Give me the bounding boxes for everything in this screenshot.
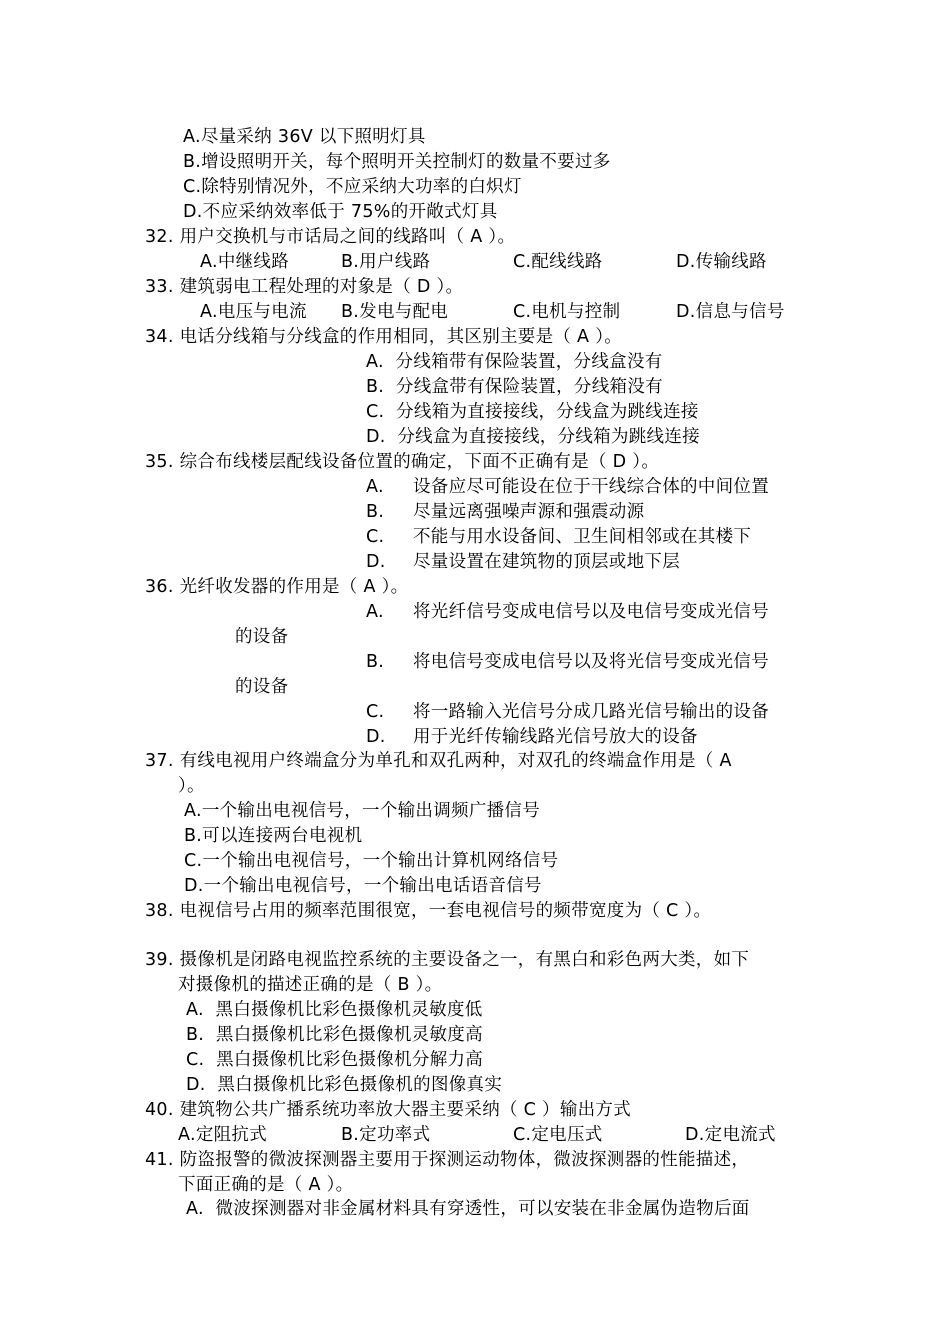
option-text: 将一路输入光信号分成几路光信号输出的设备 bbox=[413, 702, 769, 722]
option-b: B.可以连接两台电视机 bbox=[184, 826, 363, 846]
option-d: D.一个输出电视信号，一个输出电话语音信号 bbox=[184, 876, 542, 896]
option-letter: A. bbox=[366, 602, 384, 622]
option-c: C. 黑白摄像机比彩色摄像机分解力高 bbox=[186, 1050, 484, 1070]
option-d: D.信息与信号 bbox=[676, 302, 785, 322]
option-letter: B. bbox=[366, 652, 385, 672]
question-36: 36. 光纤收发器的作用是（ A ）。 bbox=[145, 577, 409, 597]
question-34: 34. 电话分线箱与分线盒的作用相同，其区别主要是（ A ）。 bbox=[145, 327, 623, 347]
option-d: D.传输线路 bbox=[676, 252, 767, 272]
question-35: 35. 综合布线楼层配线设备位置的确定，下面不正确有是（ D ）。 bbox=[145, 452, 660, 472]
option-c: C.一个输出电视信号，一个输出计算机网络信号 bbox=[184, 851, 559, 871]
option-text: 将电信号变成电信号以及将光信号变成光信号 bbox=[413, 652, 769, 672]
question-39: 39. 摄像机是闭路电视监控系统的主要设备之一，有黑白和彩色两大类，如下 bbox=[145, 950, 750, 970]
option-d: D.定电流式 bbox=[685, 1125, 776, 1145]
option-c: C.除特别情况外，不应采纳大功率的白炽灯 bbox=[183, 177, 522, 197]
question-39-continued: 对摄像机的描述正确的是（ B ）。 bbox=[178, 975, 443, 995]
option-a: A. 分线箱带有保险装置，分线盒没有 bbox=[366, 352, 663, 372]
option-a: A.电压与电流 bbox=[200, 302, 307, 322]
option-b: B.定功率式 bbox=[341, 1125, 431, 1145]
option-a: A.定阻抗式 bbox=[178, 1125, 268, 1145]
option-text: 不能与用水设备间、卫生间相邻或在其楼下 bbox=[413, 527, 752, 547]
option-d: D. 分线盒为直接接线，分线箱为跳线连接 bbox=[366, 427, 700, 447]
option-letter: B. bbox=[366, 502, 385, 522]
option-b: B.发电与配电 bbox=[341, 302, 449, 322]
option-letter: C. bbox=[366, 702, 385, 722]
option-a: A.一个输出电视信号，一个输出调频广播信号 bbox=[184, 801, 541, 821]
option-b: B. 分线盒带有保险装置，分线箱没有 bbox=[366, 377, 663, 397]
question-41-continued: 下面正确的是（ A ）。 bbox=[178, 1175, 354, 1195]
option-d: D.不应采纳效率低于 75%的开敞式灯具 bbox=[183, 202, 498, 222]
option-text-continued: 的设备 bbox=[235, 627, 289, 647]
question-37: 37. 有线电视用户终端盒分为单孔和双孔两种，对双孔的终端盒作用是（ A bbox=[145, 751, 732, 771]
option-text: 尽量远离强噪声源和强震动源 bbox=[413, 502, 645, 522]
option-a: A.中继线路 bbox=[200, 252, 290, 272]
option-text: 用于光纤传输线路光信号放大的设备 bbox=[413, 727, 698, 747]
option-a: A. 微波探测器对非金属材料具有穿透性，可以安装在非金属伪造物后面 bbox=[186, 1199, 750, 1219]
option-text-continued: 的设备 bbox=[235, 677, 289, 697]
option-letter: D. bbox=[366, 727, 386, 747]
option-b: B.增设照明开关，每个照明开关控制灯的数量不要过多 bbox=[183, 152, 611, 172]
option-a: A. 黑白摄像机比彩色摄像机灵敏度低 bbox=[186, 1000, 483, 1020]
option-a: A.尽量采纳 36V 以下照明灯具 bbox=[183, 127, 426, 147]
option-c: C. 分线箱为直接接线，分线盒为跳线连接 bbox=[366, 402, 699, 422]
option-letter: A. bbox=[366, 477, 384, 497]
option-text: 将光纤信号变成电信号以及电信号变成光信号 bbox=[413, 602, 769, 622]
option-text: 尽量设置在建筑物的顶层或地下层 bbox=[413, 552, 680, 572]
question-32: 32. 用户交换机与市话局之间的线路叫（ A ）。 bbox=[145, 227, 516, 247]
option-c: C.定电压式 bbox=[513, 1125, 603, 1145]
option-b: B. 黑白摄像机比彩色摄像机灵敏度高 bbox=[186, 1025, 483, 1045]
question-37-continued: ）。 bbox=[178, 776, 205, 796]
option-letter: C. bbox=[366, 527, 385, 547]
question-33: 33. 建筑弱电工程处理的对象是（ D ）。 bbox=[145, 277, 464, 297]
option-d: D. 黑白摄像机比彩色摄像机的图像真实 bbox=[186, 1075, 503, 1095]
option-c: C.配线线路 bbox=[513, 252, 603, 272]
option-c: C.电机与控制 bbox=[513, 302, 621, 322]
question-38: 38. 电视信号占用的频率范围很宽，一套电视信号的频带宽度为（ C ）。 bbox=[145, 901, 712, 921]
question-40: 40. 建筑物公共广播系统功率放大器主要采纳（ C ）输出方式 bbox=[145, 1100, 632, 1120]
option-text: 设备应尽可能设在位于干线综合体的中间位置 bbox=[413, 477, 769, 497]
question-41: 41. 防盗报警的微波探测器主要用于探测运动物体，微波探测器的性能描述， bbox=[145, 1150, 750, 1170]
option-b: B.用户线路 bbox=[341, 252, 431, 272]
option-letter: D. bbox=[366, 552, 386, 572]
